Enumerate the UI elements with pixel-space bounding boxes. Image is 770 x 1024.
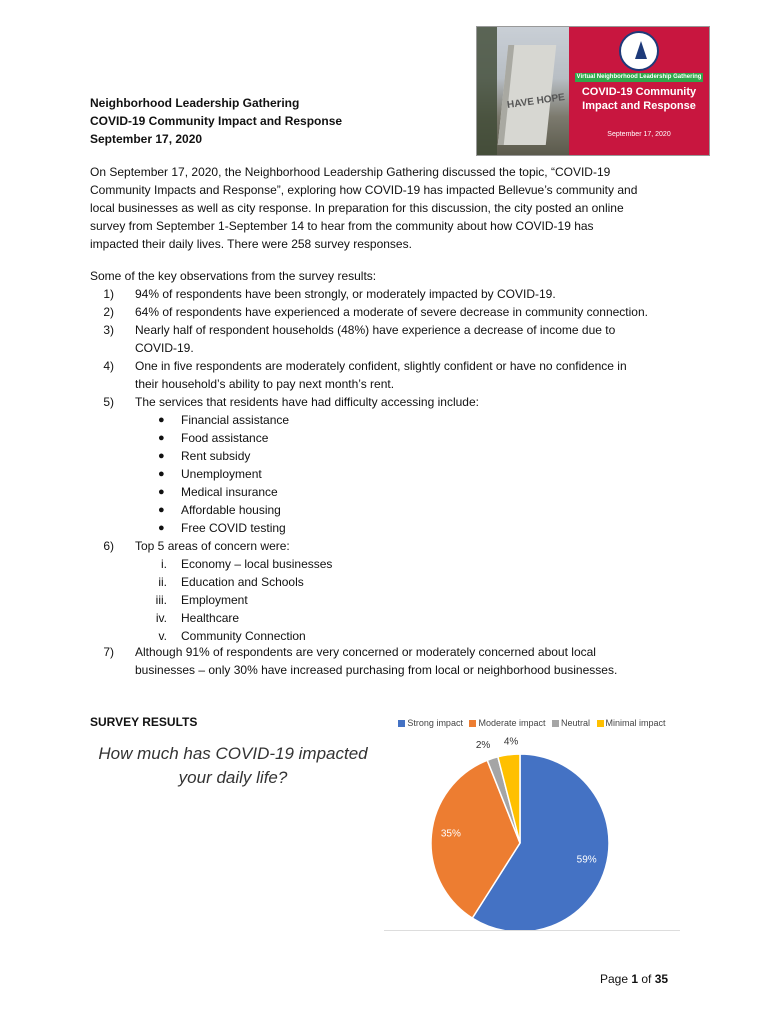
banner-title-line2: Impact and Response [582, 100, 696, 112]
bullet-icon: ● [158, 522, 165, 534]
list-text-continued: COVID-19. [135, 341, 194, 355]
roman-text: Community Connection [181, 629, 306, 643]
pie-data-label: 2% [475, 740, 491, 752]
roman-text: Economy – local businesses [181, 557, 333, 571]
bullet-text: Rent subsidy [181, 449, 251, 463]
observations-heading: Some of the key observations from the survey results: [90, 269, 377, 283]
banner-stone-text: HAVE HOPE [506, 92, 566, 111]
list-text: One in five respondents are moderately confident, slightly confident or have no confidence in [135, 359, 627, 373]
bullet-text: Affordable housing [181, 503, 281, 517]
roman-numeral: ii. [158, 575, 167, 589]
page-total: 35 [654, 972, 669, 986]
roman-text: Employment [181, 593, 248, 607]
intro-line: survey from September 1-September 14 to hear from the community about how COVID-19 has [90, 219, 594, 233]
list-text: Nearly half of respondent households (48%) have experience a decrease of income due to [135, 323, 616, 337]
roman-text: Education and Schools [181, 575, 304, 589]
page-prefix: Page [600, 972, 632, 986]
doc-title-line2: COVID-19 Community Impact and Response [90, 114, 343, 128]
banner-title-line1: COVID-19 Community [581, 86, 697, 98]
bullet-text: Food assistance [181, 431, 269, 445]
list-text: Top 5 areas of concern were: [135, 539, 290, 553]
survey-question [90, 742, 376, 790]
city-seal-icon [619, 31, 659, 71]
pie-data-label: 59% [576, 854, 597, 866]
legend-item [597, 718, 666, 728]
banner-title [569, 85, 709, 113]
bullet-text: Unemployment [181, 467, 262, 481]
intro-paragraph [90, 163, 690, 253]
bullet-text: Financial assistance [181, 413, 290, 427]
list-number: 7) [103, 645, 114, 659]
doc-title-date: September 17, 2020 [90, 132, 203, 146]
bullet-icon: ● [158, 450, 165, 462]
pie-chart [384, 730, 680, 930]
page-current: 1 [631, 972, 639, 986]
list-number: 2) [103, 305, 114, 319]
list-number: 6) [103, 539, 114, 553]
banner-date: September 17, 2020 [607, 131, 671, 138]
roman-numeral: v. [158, 629, 167, 643]
legend-swatch [398, 720, 405, 727]
legend-label: Minimal impact [605, 718, 666, 728]
doc-title-line1: Neighborhood Leadership Gathering [90, 96, 300, 110]
list-text: 64% of respondents have experienced a moderate of severe decrease in community connection. [135, 305, 648, 319]
list-number: 3) [103, 323, 114, 337]
bullet-icon: ● [158, 468, 165, 480]
legend-label: Moderate impact [478, 718, 546, 728]
legend-swatch [597, 720, 604, 727]
banner-green-label: Virtual Neighborhood Leadership Gathering [576, 74, 702, 80]
header-banner-image [476, 26, 710, 156]
list-number: 4) [103, 359, 114, 373]
legend-swatch [552, 720, 559, 727]
roman-numeral: i. [161, 557, 167, 571]
survey-question-line2: your daily life? [178, 768, 288, 787]
pie-data-label: 35% [440, 828, 461, 840]
banner-panel [569, 27, 709, 155]
list-number: 1) [103, 287, 114, 301]
list-text-continued: their household’s ability to pay next month’s rent. [135, 377, 395, 391]
intro-line: impacted their daily lives. There were 258 survey responses. [90, 237, 412, 251]
survey-results-heading: SURVEY RESULTS [90, 715, 198, 729]
roman-numeral: iv. [155, 611, 167, 625]
page-number [600, 972, 668, 986]
intro-line: Community Impacts and Response”, exploring how COVID-19 has impacted Bellevue’s community and [90, 183, 638, 197]
survey-question-line1: How much has COVID-19 impacted [98, 744, 368, 763]
legend-item [469, 718, 545, 728]
intro-line: On September 17, 2020, the Neighborhood Leadership Gathering discussed the topic, “COVID-19 [90, 165, 611, 179]
roman-text: Healthcare [181, 611, 240, 625]
bullet-icon: ● [158, 414, 165, 426]
list-text: Although 91% of respondents are very concerned or moderately concerned about local [135, 645, 596, 659]
banner-photo [477, 27, 569, 155]
bullet-icon: ● [158, 432, 165, 444]
banner-tree [477, 27, 497, 155]
list-number: 5) [103, 395, 114, 409]
legend-swatch [469, 720, 476, 727]
legend-item [552, 718, 590, 728]
pie-data-label: 4% [503, 736, 519, 748]
bullet-text: Free COVID testing [181, 521, 286, 535]
legend-item [398, 718, 463, 728]
bullet-icon: ● [158, 504, 165, 516]
legend-label: Neutral [561, 718, 591, 728]
page-of: of [638, 972, 655, 986]
list-text: The services that residents have had difficulty accessing include: [135, 395, 479, 409]
list-text: 94% of respondents have been strongly, or moderately impacted by COVID-19. [135, 287, 556, 301]
intro-line: local businesses as well as city response. In preparation for this discussion, the city posted an online [90, 201, 624, 215]
pie-chart-container [384, 716, 680, 931]
chart-legend [384, 718, 680, 728]
bullet-text: Medical insurance [181, 485, 278, 499]
bullet-icon: ● [158, 486, 165, 498]
list-text-continued: businesses – only 30% have increased purchasing from local or neighborhood businesses. [135, 663, 618, 677]
roman-numeral: iii. [155, 593, 167, 607]
legend-label: Strong impact [407, 718, 463, 728]
